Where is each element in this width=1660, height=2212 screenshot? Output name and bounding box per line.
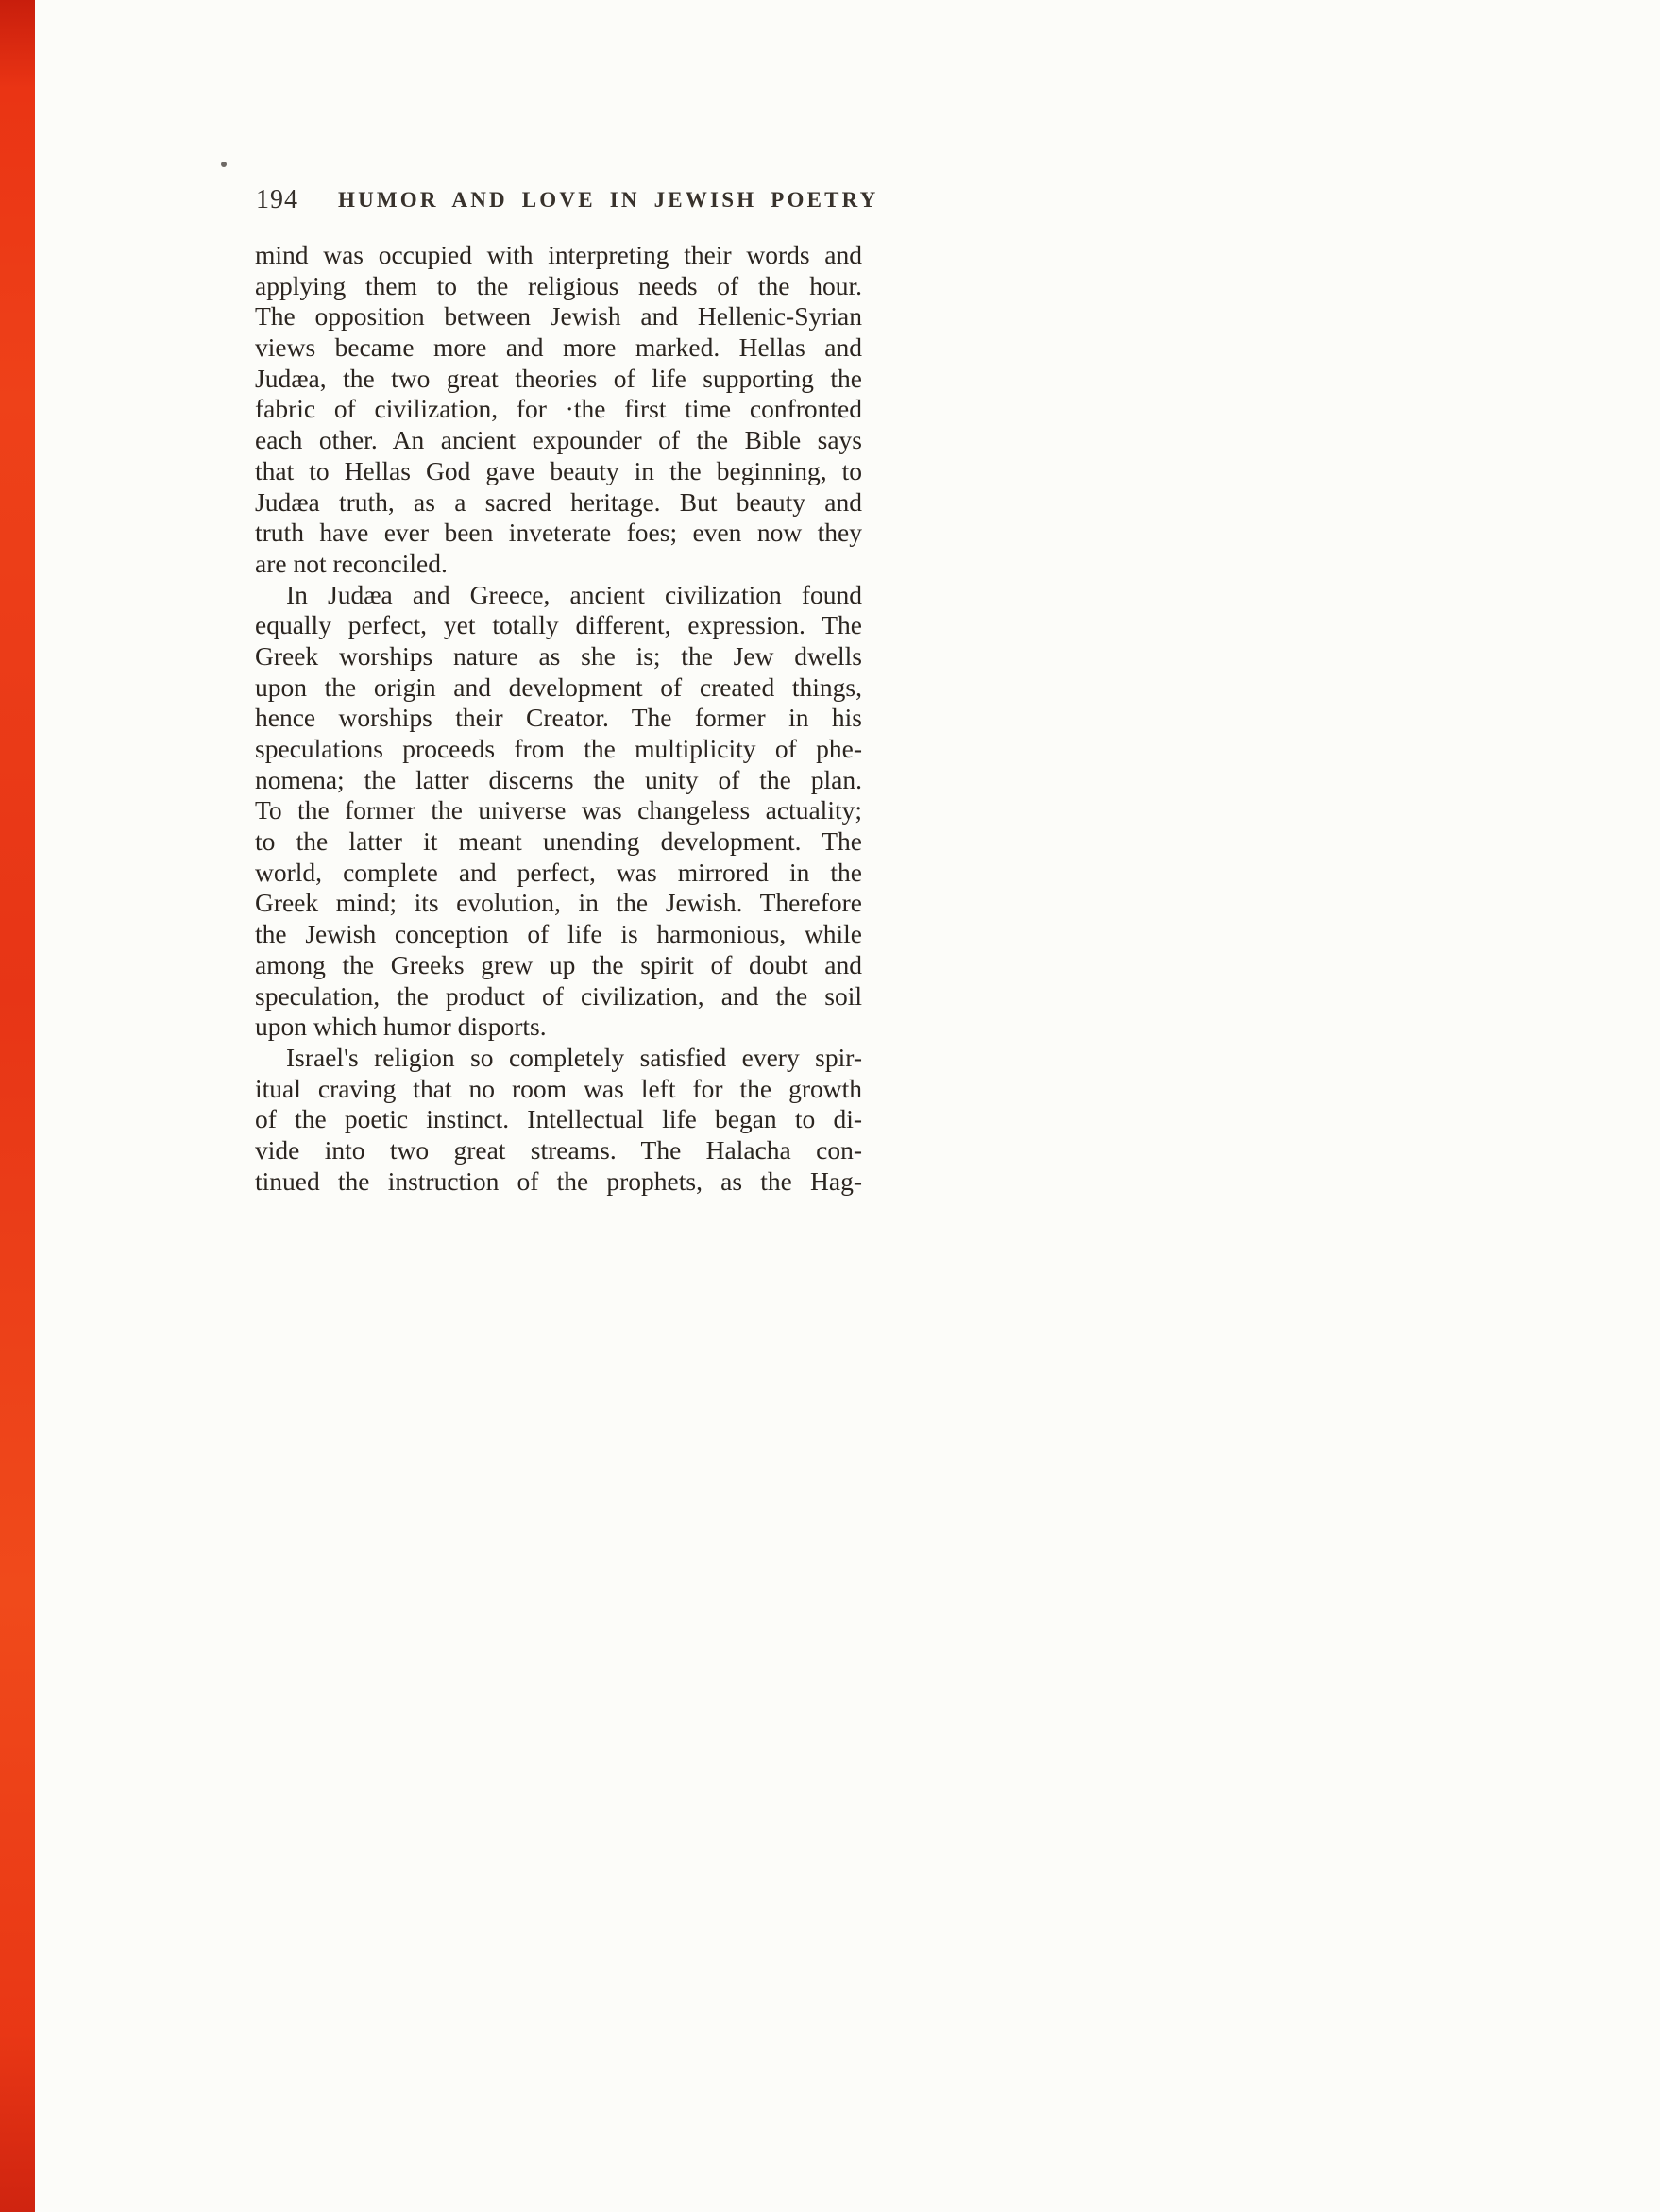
- text-line: are not reconciled.: [255, 548, 448, 578]
- text-line: world, complete and perfect, was mirrored in the: [255, 857, 862, 887]
- page-header: [0, 185, 1660, 217]
- text-line: truth have ever been inveterate foes; even now they: [255, 518, 862, 548]
- text-line: among the Greeks grew up the spirit of doubt and: [255, 949, 862, 979]
- text-line: tinued the instruction of the prophets, as the Hag-: [255, 1166, 862, 1196]
- text-line: hence worships their Creator. The former in his: [255, 703, 862, 733]
- text-line: views became more and more marked. Hellas and: [255, 332, 862, 363]
- text-line: upon the origin and development of created things,: [255, 672, 862, 702]
- text-line: speculations proceeds from the multiplicity of phe-: [255, 734, 862, 763]
- text-line: each other. An ancient expounder of the Bible says: [255, 425, 862, 455]
- text-line: applying them to the religious needs of the hour.: [255, 270, 862, 300]
- text-line: The opposition between Jewish and Hellenic-Syrian: [255, 301, 862, 332]
- text-line: itual craving that no room was left for the growth: [255, 1073, 862, 1103]
- running-title: HUMOR AND LOVE IN JEWISH POETRY: [338, 188, 879, 212]
- text-line: Judæa truth, as a sacred heritage. But beauty and: [255, 486, 862, 517]
- ink-speck: [221, 162, 227, 167]
- text-line: Greek worships nature as she is; the Jew dwells: [255, 640, 862, 671]
- text-line: speculation, the product of civilization, and the soil: [255, 980, 862, 1011]
- text-line: that to Hellas God gave beauty in the beginning, to: [255, 455, 862, 485]
- text-line: to the latter it meant unending development. The: [255, 826, 862, 857]
- text-line: Judæa, the two great theories of life supporting the: [255, 363, 862, 393]
- body-text: [255, 240, 862, 1197]
- left-color-stripe: [0, 0, 35, 2212]
- text-line: vide into two great streams. The Halacha con-: [255, 1134, 862, 1165]
- text-line: mind was occupied with interpreting their words and: [255, 240, 862, 269]
- page-number: 194: [256, 185, 298, 214]
- text-line: the Jewish conception of life is harmonious, while: [255, 919, 862, 949]
- text-line: of the poetic instinct. Intellectual life began to di-: [255, 1104, 862, 1134]
- text-line: Israel's religion so completely satisfied every spir-: [286, 1042, 862, 1072]
- text-line: In Judæa and Greece, ancient civilization found: [286, 579, 862, 609]
- text-line: fabric of civilization, for ·the first time confronted: [255, 394, 862, 424]
- text-line: nomena; the latter discerns the unity of the plan.: [255, 764, 862, 794]
- text-line: Greek mind; its evolution, in the Jewish. Therefore: [255, 888, 862, 918]
- text-line: equally perfect, yet totally different, expression. The: [255, 610, 862, 640]
- text-line: To the former the universe was changeless actuality;: [255, 795, 862, 825]
- text-line: upon which humor disports.: [255, 1012, 547, 1042]
